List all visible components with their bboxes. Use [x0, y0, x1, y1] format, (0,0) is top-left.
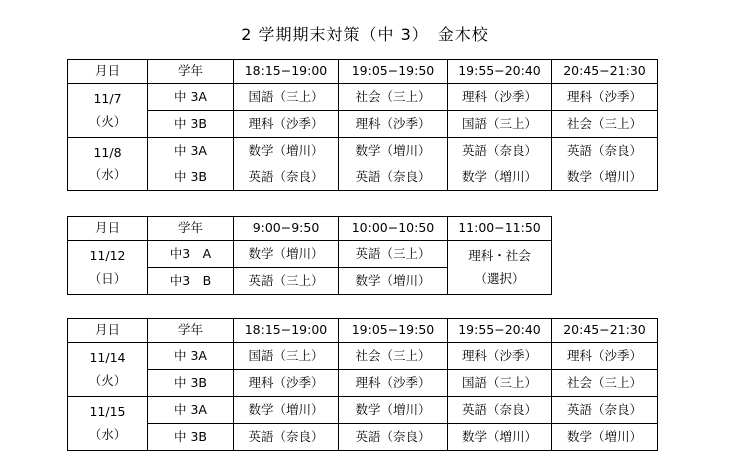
class-cell: 社会（三上） — [552, 370, 658, 397]
header-slot-2: 10:00−10:50 — [339, 217, 448, 241]
table-row — [68, 370, 658, 397]
header-slot-4: 20:45−21:30 — [552, 60, 658, 84]
class-cell: 数学（増川） — [234, 138, 339, 165]
date-cell — [68, 397, 148, 451]
class-cell: 英語（奈良） — [339, 424, 448, 451]
class-cell: 理科（沙季） — [339, 111, 448, 138]
class-cell: 数学（増川） — [234, 241, 339, 268]
header-date: 月日 — [68, 60, 148, 84]
date-label: 11/12 — [89, 248, 126, 263]
schedule-table-1 — [67, 59, 658, 191]
class-cell: 数学（増川） — [234, 397, 339, 424]
table-row — [68, 84, 658, 111]
header-slot-3: 19:55−20:40 — [448, 60, 552, 84]
class-cell: 理科（沙季） — [448, 343, 552, 370]
grade-cell: 中 3A — [148, 138, 234, 165]
class-cell: 国語（三上） — [234, 343, 339, 370]
grade-cell: 中 3B — [148, 424, 234, 451]
grade-cell: 中 3B — [148, 111, 234, 138]
class-cell: 国語（三上） — [448, 111, 552, 138]
class-cell: 英語（奈良） — [552, 397, 658, 424]
grade-cell: 中3 B — [148, 268, 234, 295]
table-row — [68, 138, 658, 165]
table-header-row — [68, 217, 552, 241]
header-date: 月日 — [68, 217, 148, 241]
header-grade: 学年 — [148, 60, 234, 84]
header-slot-2: 19:05−19:50 — [339, 60, 448, 84]
class-cell: 英語（奈良） — [339, 164, 448, 191]
class-cell: 数学（増川） — [339, 397, 448, 424]
class-cell: 理科（沙季） — [234, 370, 339, 397]
grade-cell: 中 3B — [148, 164, 234, 191]
merged-elective-cell — [448, 241, 552, 295]
table-row — [68, 397, 658, 424]
class-cell: 数学（増川） — [339, 138, 448, 165]
header-slot-3: 19:55−20:40 — [448, 319, 552, 343]
class-cell: 英語（奈良） — [448, 397, 552, 424]
schedule-table-3 — [67, 318, 658, 451]
class-cell: 理科（沙季） — [234, 111, 339, 138]
class-cell: 数学（増川） — [448, 164, 552, 191]
elective-subjects: 理科・社会 — [468, 248, 531, 263]
date-cell — [68, 241, 148, 295]
table-row — [68, 111, 658, 138]
date-label: 11/8 — [93, 144, 122, 160]
table-row — [68, 424, 658, 451]
weekday-label: （火） — [88, 372, 127, 388]
grade-cell: 中3 A — [148, 241, 234, 268]
class-cell: 理科（沙季） — [448, 84, 552, 111]
class-cell: 理科（沙季） — [552, 84, 658, 111]
schedule-table-2 — [67, 216, 552, 295]
header-slot-4: 20:45−21:30 — [552, 319, 658, 343]
class-cell: 英語（奈良） — [552, 138, 658, 165]
class-cell: 数学（増川） — [448, 424, 552, 451]
class-cell: 国語（三上） — [448, 370, 552, 397]
class-cell: 社会（三上） — [339, 84, 448, 111]
class-cell: 英語（奈良） — [234, 424, 339, 451]
table-header-row — [68, 319, 658, 343]
class-cell: 社会（三上） — [552, 111, 658, 138]
date-label: 11/14 — [89, 350, 126, 365]
header-slot-2: 19:05−19:50 — [339, 319, 448, 343]
class-cell: 国語（三上） — [234, 84, 339, 111]
date-cell — [68, 343, 148, 397]
weekday-label: （火） — [88, 113, 127, 129]
table-row — [68, 343, 658, 370]
class-cell: 英語（奈良） — [234, 164, 339, 191]
header-grade: 学年 — [148, 217, 234, 241]
date-cell — [68, 138, 148, 191]
class-cell: 理科（沙季） — [552, 343, 658, 370]
header-slot-1: 18:15−19:00 — [234, 60, 339, 84]
header-slot-1: 9:00−9:50 — [234, 217, 339, 241]
weekday-label: （水） — [88, 167, 127, 182]
table-row — [68, 164, 658, 191]
weekday-label: （水） — [88, 426, 127, 442]
class-cell: 数学（増川） — [552, 164, 658, 191]
grade-cell: 中 3A — [148, 84, 234, 111]
header-slot-1: 18:15−19:00 — [234, 319, 339, 343]
class-cell: 英語（三上） — [234, 268, 339, 295]
header-date: 月日 — [68, 319, 148, 343]
class-cell: 英語（奈良） — [448, 138, 552, 165]
class-cell: 社会（三上） — [339, 343, 448, 370]
class-cell: 英語（三上） — [339, 241, 448, 268]
table-header-row — [68, 60, 658, 84]
header-slot-3: 11:00−11:50 — [448, 217, 552, 241]
weekday-label: （日） — [88, 270, 127, 286]
elective-note: （選択） — [474, 270, 525, 286]
date-cell — [68, 84, 148, 138]
table-row — [68, 241, 552, 268]
grade-cell: 中 3A — [148, 397, 234, 424]
class-cell: 理科（沙季） — [339, 370, 448, 397]
grade-cell: 中 3B — [148, 370, 234, 397]
grade-cell: 中 3A — [148, 343, 234, 370]
header-grade: 学年 — [148, 319, 234, 343]
date-label: 11/15 — [89, 404, 126, 419]
date-label: 11/7 — [93, 91, 122, 106]
page-title: 2 学期期末対策（中 3） 金木校 — [241, 25, 489, 44]
class-cell: 数学（増川） — [339, 268, 448, 295]
class-cell: 数学（増川） — [552, 424, 658, 451]
